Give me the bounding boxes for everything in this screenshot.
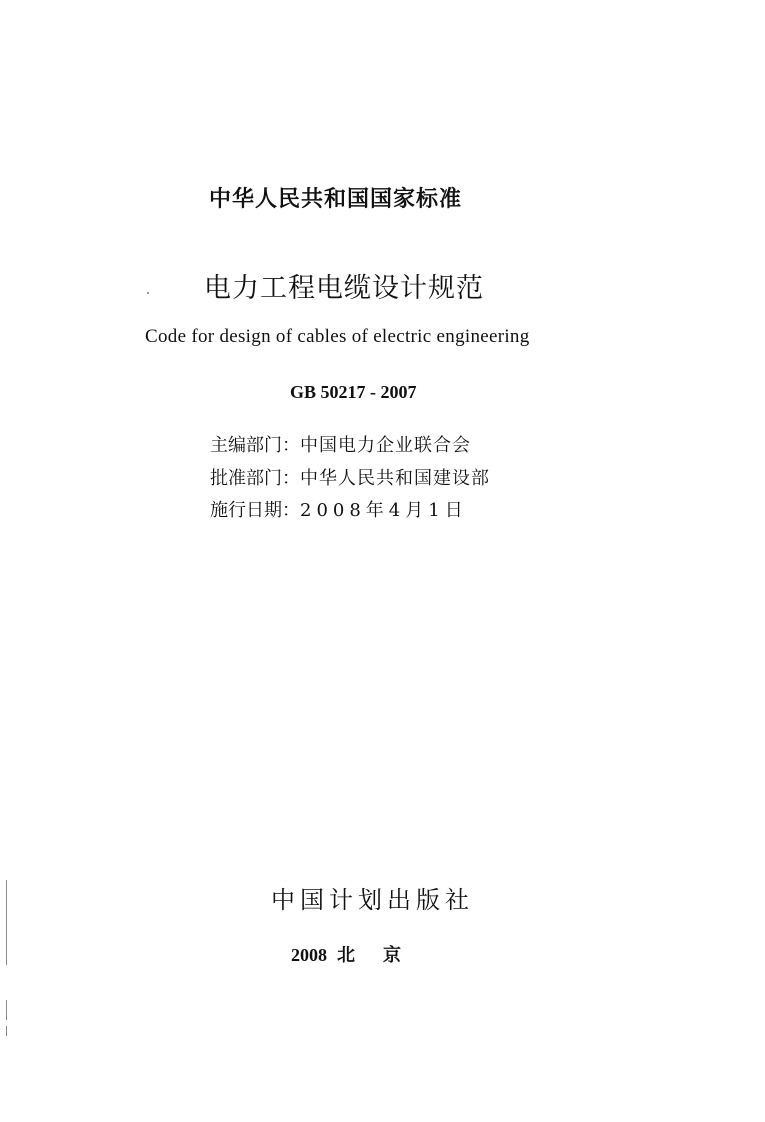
publisher-name: 中国计划出版社 <box>271 886 474 914</box>
scan-speck <box>147 292 149 294</box>
publication-city: 北京 <box>337 945 429 966</box>
standard-code: GB 50217 - 2007 <box>290 382 417 402</box>
editor-value: 中国电力企业联合会 <box>300 435 471 456</box>
approver-label: 批准部门： <box>210 468 300 489</box>
publication-line <box>291 941 429 967</box>
effective-date-value: 2008年4月1日 <box>300 500 468 521</box>
publication-year: 2008 <box>291 945 327 965</box>
title-english: Code for design of cables of electric engineering <box>145 326 530 347</box>
standard-header: 中华人民共和国国家标准 <box>209 187 463 212</box>
title-chinese: 电力工程电缆设计规范 <box>204 273 484 304</box>
approver-value: 中华人民共和国建设部 <box>300 468 490 489</box>
scan-edge-mark <box>6 880 7 965</box>
scan-edge-mark <box>6 1000 7 1020</box>
scan-edge-mark <box>6 1026 7 1036</box>
editor-label: 主编部门： <box>210 435 300 456</box>
approver-line <box>210 464 490 490</box>
effective-date-label: 施行日期： <box>210 500 300 521</box>
effective-date-line <box>210 496 468 522</box>
editor-line <box>210 431 471 457</box>
